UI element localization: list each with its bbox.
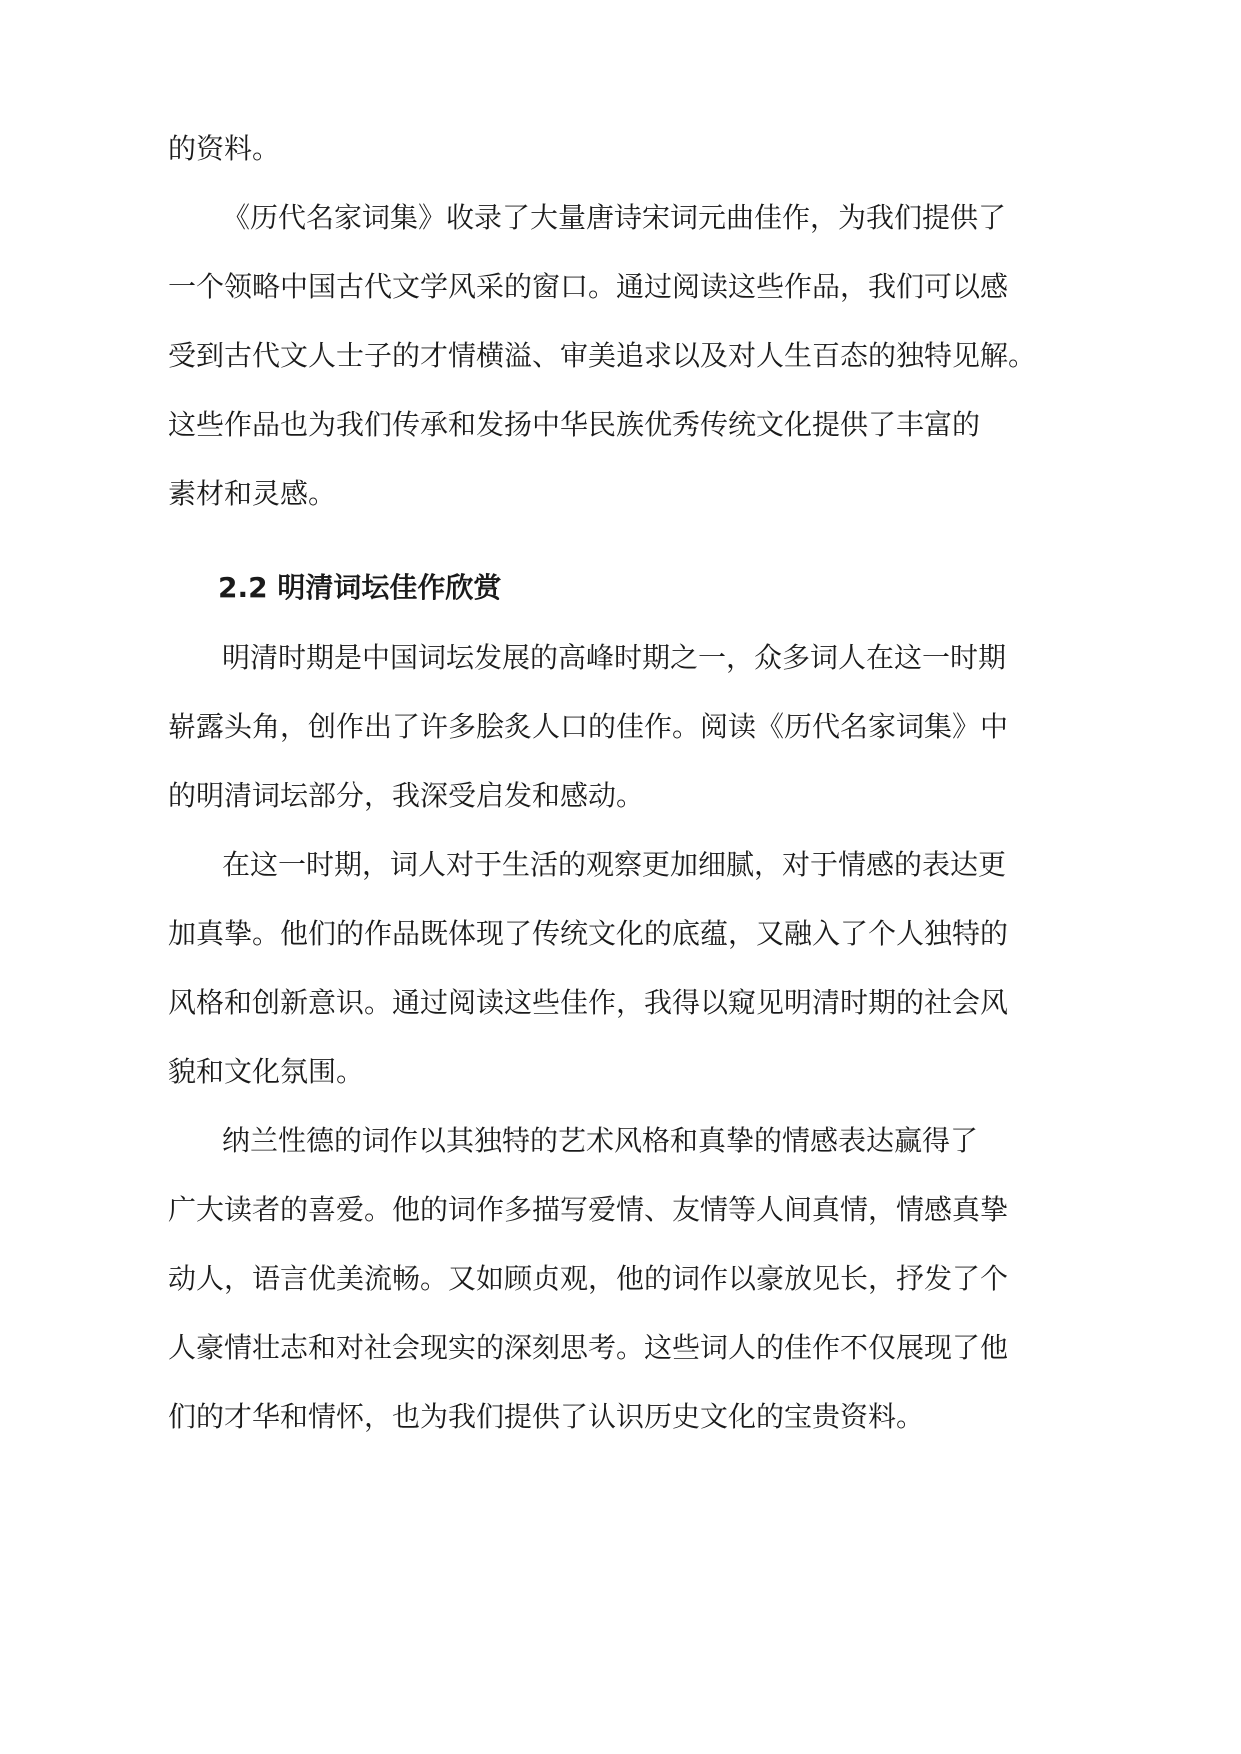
text-line: 的明清词坛部分，我深受启发和感动。: [168, 779, 645, 812]
text-line: 受到古代文人士子的才情横溢、审美追求以及对人生百态的独特见解。: [168, 339, 1037, 372]
text-line: 在这一时期，词人对于生活的观察更加细腻，对于情感的表达更: [222, 848, 1007, 881]
text-line: 风格和创新意识。通过阅读这些佳作，我得以窥见明清时期的社会风: [168, 986, 1009, 1019]
text-line: 《历代名家词集》收录了大量唐诗宋词元曲佳作，为我们提供了: [222, 201, 1007, 234]
text-line: 广大读者的喜爱。他的词作多描写爱情、友情等人间真情，情感真挚: [168, 1193, 1009, 1226]
text-line: 们的才华和情怀，也为我们提供了认识历史文化的宝贵资料。: [168, 1400, 925, 1433]
paragraph-continuation: [0, 127, 1241, 171]
text-line: 一个领略中国古代文学风采的窗口。通过阅读这些作品，我们可以感: [168, 270, 1009, 303]
text-line: 崭露头角，创作出了许多脍炙人口的佳作。阅读《历代名家词集》中: [168, 710, 1009, 743]
text-line: 明清时期是中国词坛发展的高峰时期之一，众多词人在这一时期: [222, 641, 1007, 674]
text-line: 动人，语言优美流畅。又如顾贞观，他的词作以豪放见长，抒发了个: [168, 1262, 1009, 1295]
section-heading: [0, 566, 1241, 610]
text-line: 这些作品也为我们传承和发扬中华民族优秀传统文化提供了丰富的: [168, 408, 981, 441]
text-line: 貌和文化氛围。: [168, 1055, 365, 1088]
text-line: 人豪情壮志和对社会现实的深刻思考。这些词人的佳作不仅展现了他: [168, 1331, 1009, 1364]
text-line: 素材和灵感。: [168, 477, 337, 510]
section-heading-text: 2.2 明清词坛佳作欣赏: [218, 571, 502, 604]
text-line: 的资料。: [168, 132, 281, 165]
text-line: 加真挚。他们的作品既体现了传统文化的底蕴，又融入了个人独特的: [168, 917, 1009, 950]
text-line: 纳兰性德的词作以其独特的艺术风格和真挚的情感表达赢得了: [222, 1124, 979, 1157]
